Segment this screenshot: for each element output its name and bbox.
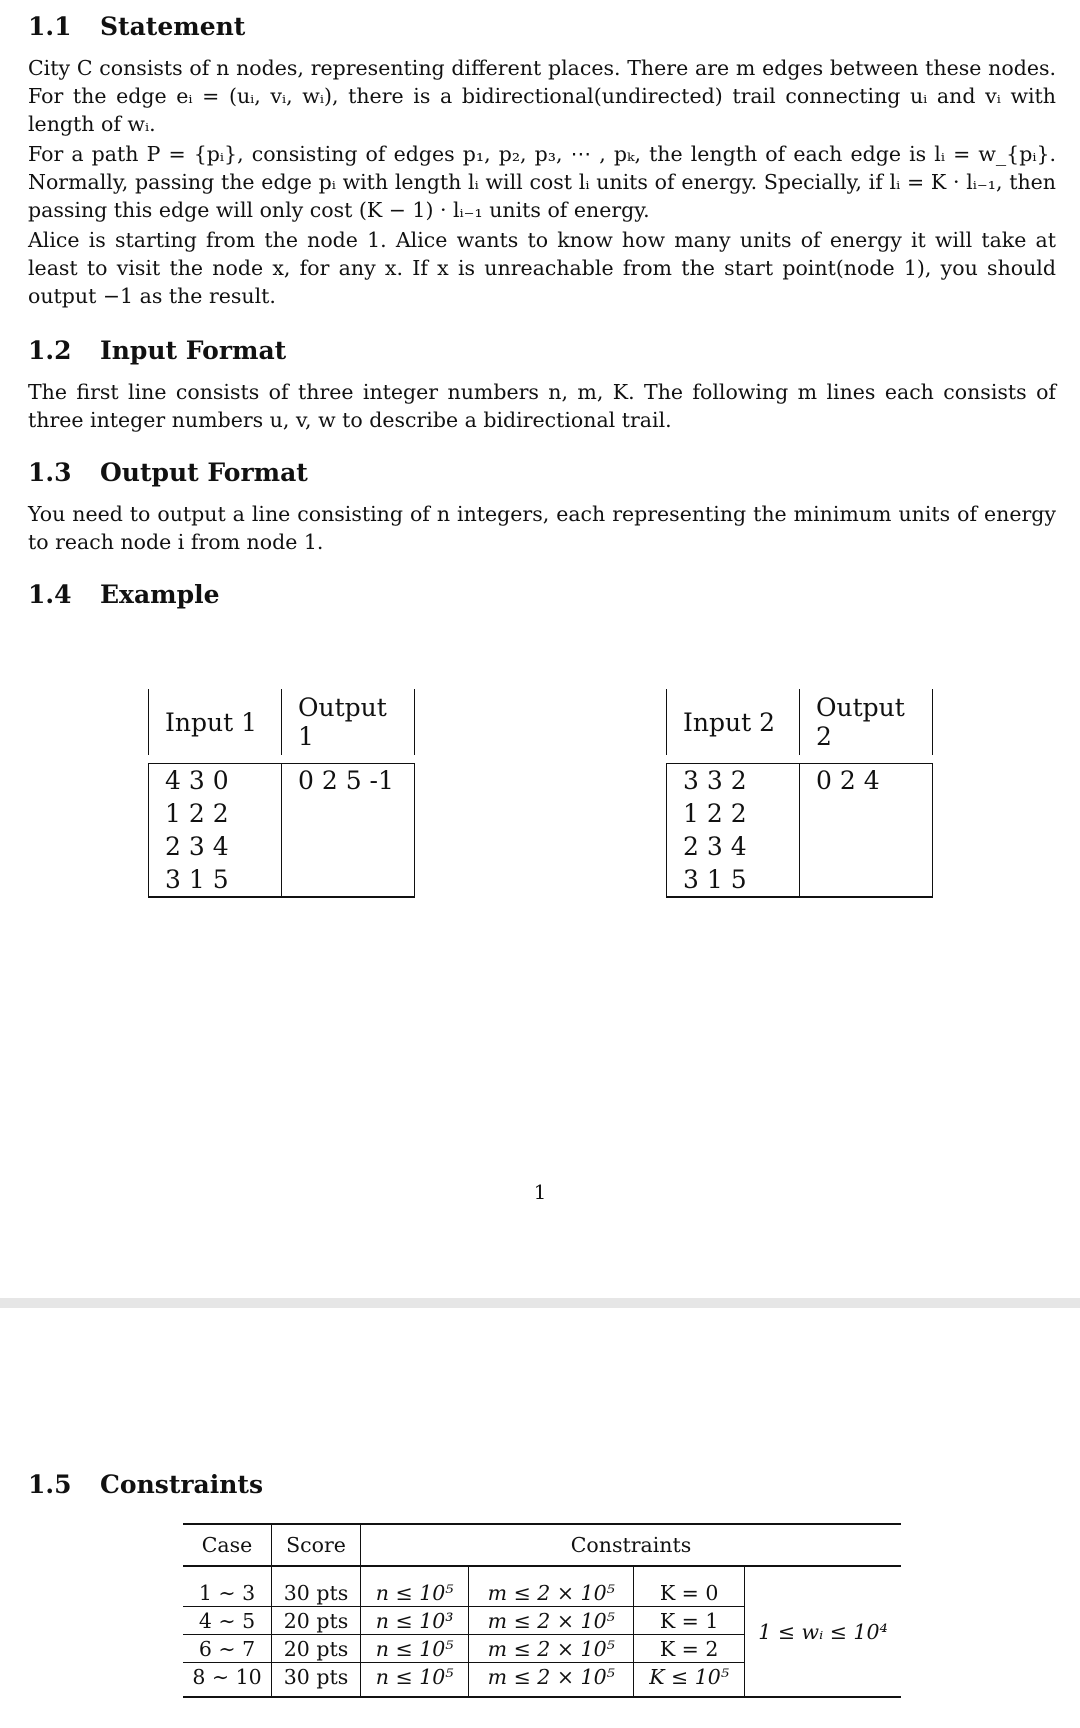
example-2-input-header: Input 2 [667,689,800,755]
example-2-output-header: Output 2 [800,689,933,755]
example-1-table [148,689,415,898]
table-row: 3 1 5 [667,863,933,897]
table-row: 2 3 4 [667,830,933,863]
table-row: 4 ∼ 5 20 pts n ≤ 10³ m ≤ 2 × 10⁵ K = 1 [183,1607,901,1635]
output-format-heading: 1.3 Output Format [28,458,308,487]
statement-paragraph-1: City C consists of n nodes, representing different places. There are m edges between these nodes. For the edge eᵢ = (uᵢ, vᵢ, wᵢ), there is a bidirectional(undirected) trail connecting uᵢ and vᵢ with length of wᵢ. [28,56,1056,136]
constraints-table [183,1523,901,1698]
input-format-paragraph: The first line consists of three integer numbers n, m, K. The following m lines each consists of three integer numbers u, v, w to describe a bidirectional trail. [28,380,1056,432]
page-separator [0,1298,1080,1308]
table-row: 4 3 0 0 2 5 -1 [149,764,415,798]
table-row: 8 ∼ 10 30 pts n ≤ 10⁵ m ≤ 2 × 10⁵ K ≤ 10⁵ [183,1663,901,1698]
page-number: 1 [533,1180,547,1204]
table-row: 1 2 2 [149,797,415,830]
constraints-header-case: Case [183,1524,272,1566]
table-row: 3 3 2 0 2 4 [667,764,933,798]
table-row: 1 2 2 [667,797,933,830]
w-constraint: 1 ≤ wᵢ ≤ 10⁴ [758,1619,888,1644]
constraints-heading: 1.5 Constraints [28,1470,264,1499]
output-format-paragraph: You need to output a line consisting of n integers, each representing the minimum units of energy to reach node i from node 1. [28,502,1056,554]
table-row: 2 3 4 [149,830,415,863]
constraints-header-score: Score [272,1524,361,1566]
table-row: 3 1 5 [149,863,415,897]
table-row: 6 ∼ 7 20 pts n ≤ 10⁵ m ≤ 2 × 10⁵ K = 2 [183,1635,901,1663]
table-row: 1 ∼ 3 30 pts n ≤ 10⁵ m ≤ 2 × 10⁵ K = 0 1 ≤ wᵢ ≤ 10⁴ [183,1566,901,1607]
statement-heading: 1.1 Statement [28,12,246,41]
example-2-table [666,689,933,898]
example-1-output-header: Output 1 [282,689,415,755]
example-1-input-header: Input 1 [149,689,282,755]
statement-paragraph-2: For a path P = {pᵢ}, consisting of edges p₁, p₂, p₃, ⋯ , pₖ, the length of each edge is lᵢ = w_{pᵢ}. Normally, passing the edge pᵢ with length lᵢ will cost lᵢ units of energy. Specially, if lᵢ = K · lᵢ₋₁, then passing this edge will only cost (K − 1) · lᵢ₋₁ units of energy. [28,142,1056,222]
statement-paragraph-3: Alice is starting from the node 1. Alice wants to know how many units of energy it will take at least to visit the node x, for any x. If x is unreachable from the start point(node 1), you should output −1 as the result. [28,228,1056,308]
constraints-header-constraints: Constraints [570,1533,692,1557]
example-heading: 1.4 Example [28,580,220,609]
input-format-heading: 1.2 Input Format [28,336,287,365]
